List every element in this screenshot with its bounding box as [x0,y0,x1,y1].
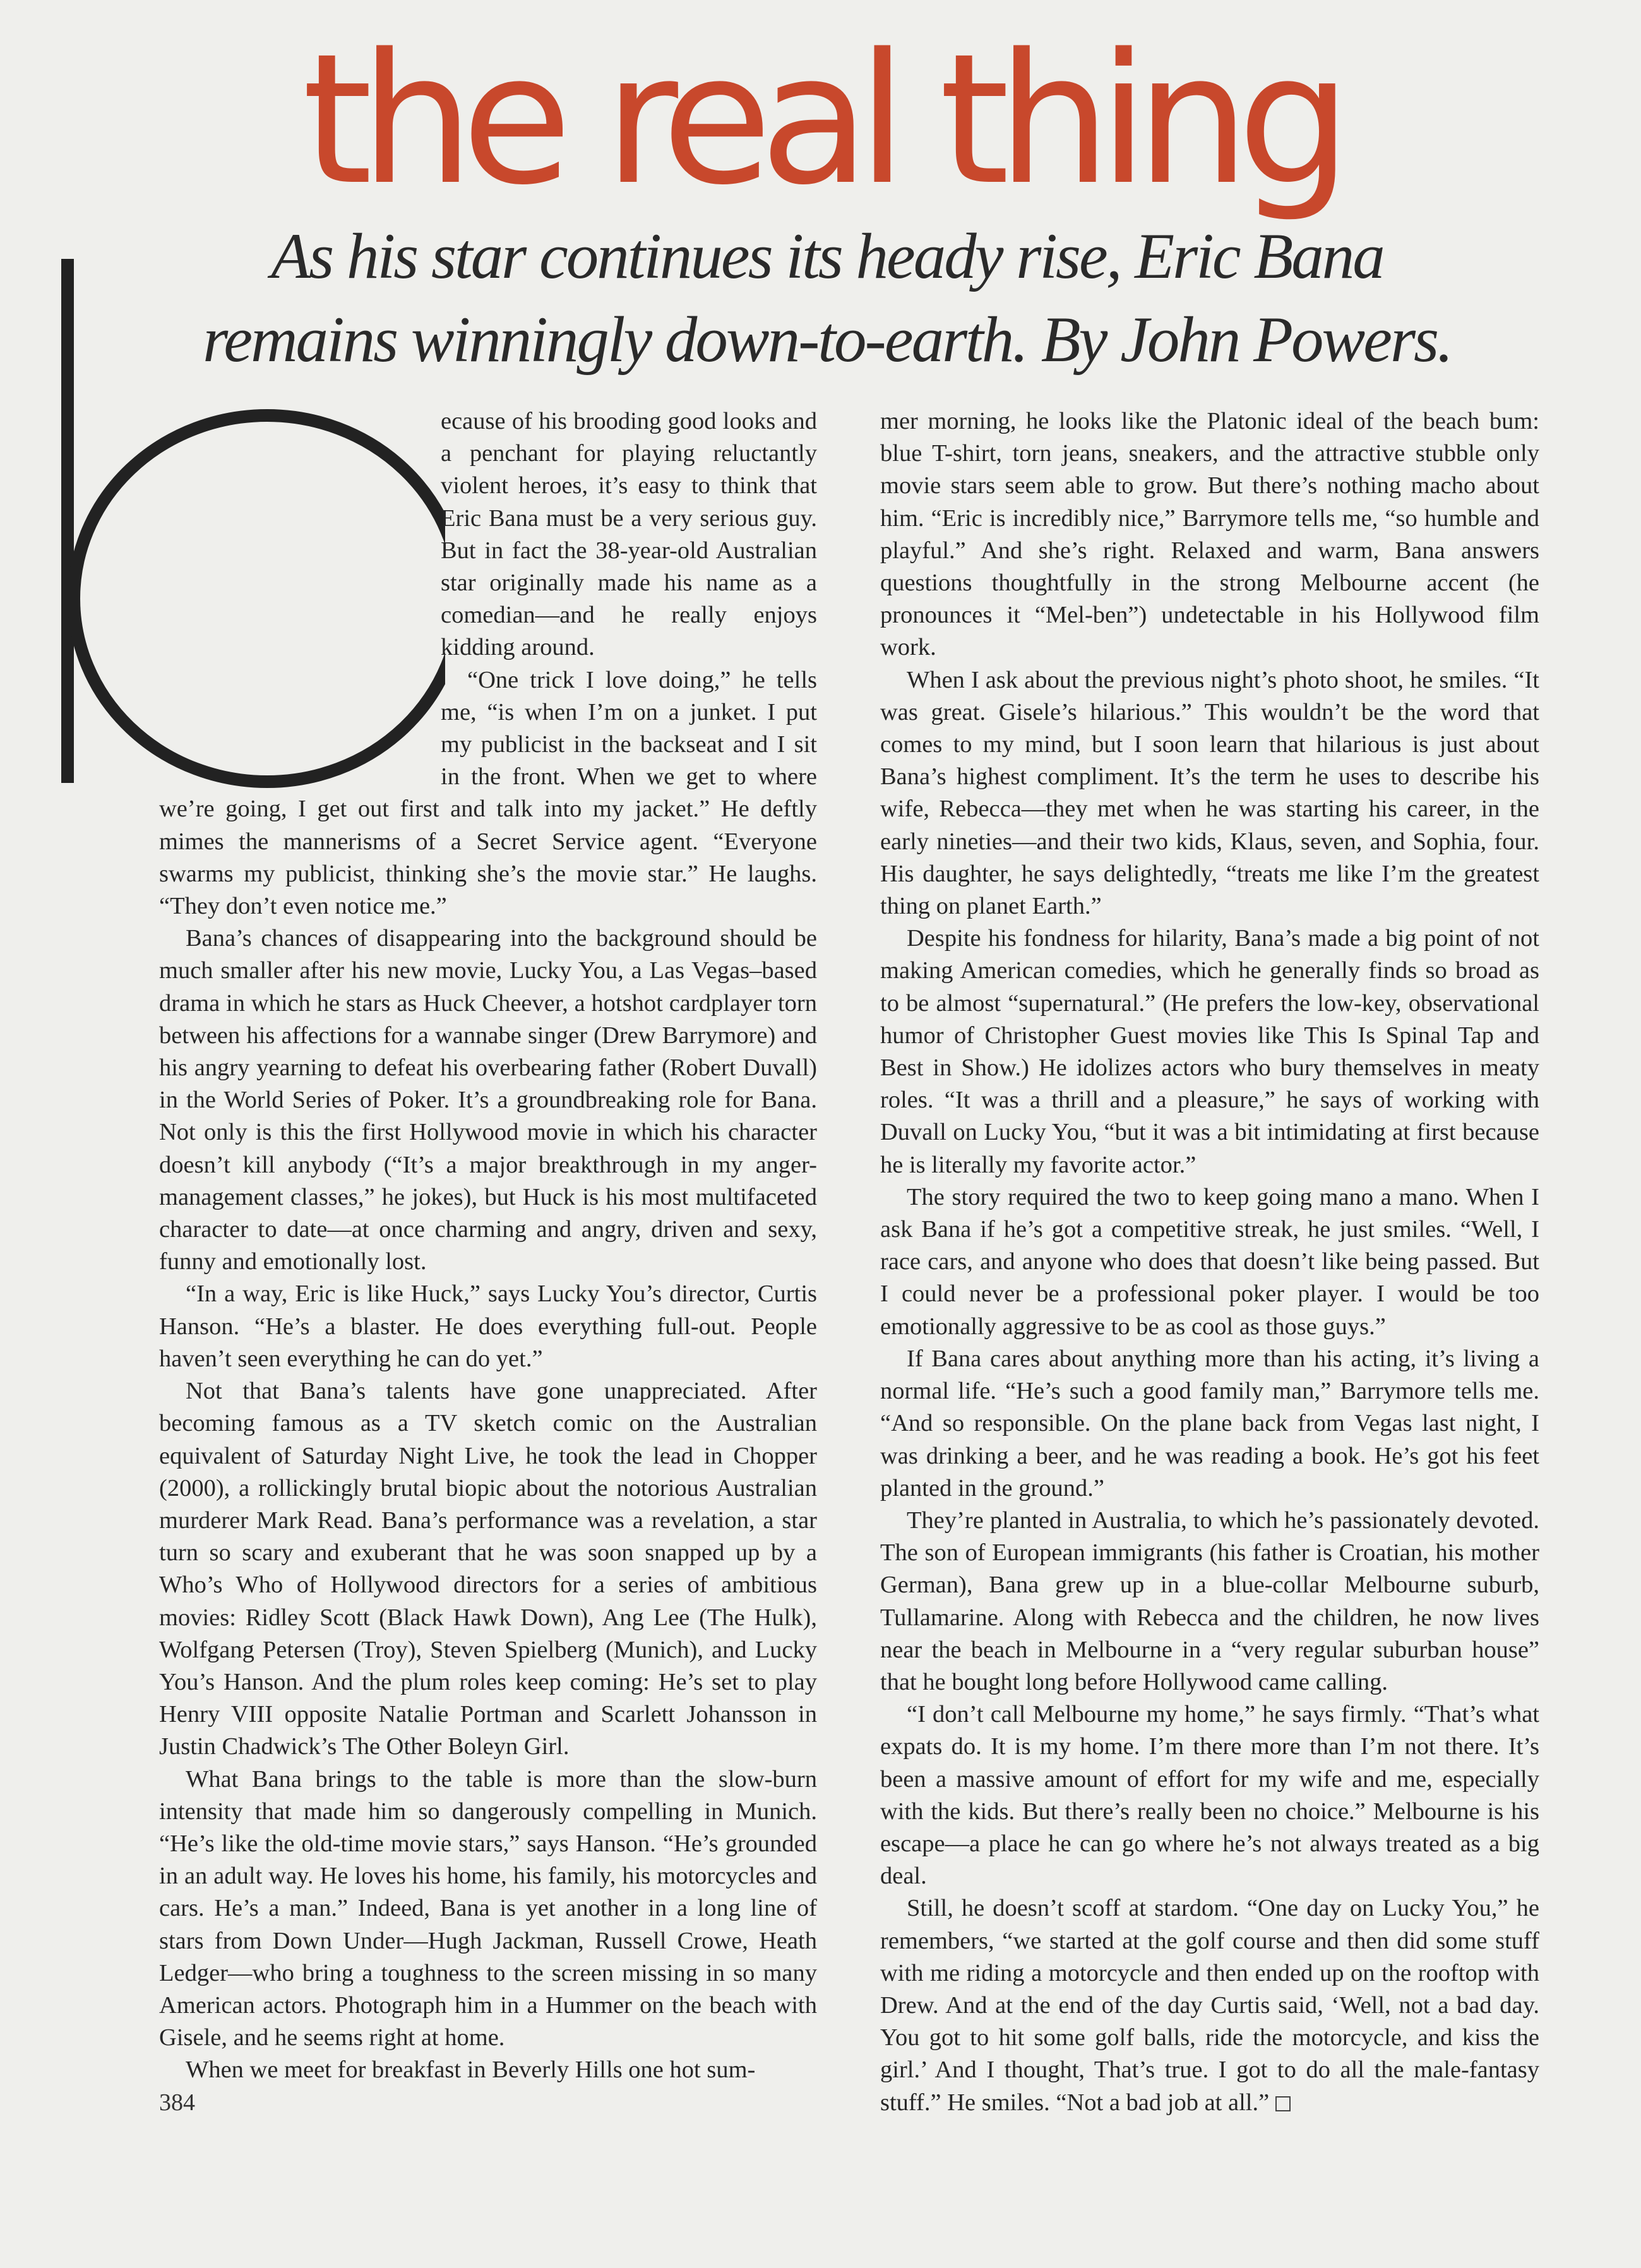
paragraph-last-text: Still, he doesn’t scoff at stardom. “One day on Lucky You,” he remembers, “we started at the golf course and then did some stuff with me riding a motorcycle and then ended up on the rooftop with Drew. And at the end of the day Curtis said, ‘Well, not a bad day. You got to hit some golf balls, ride the motorcycle, and kiss the girl.’ And I thought, That’s true. I got to do all the male-fantasy stuff.” He smiles. “Not a bad job at all.” [880,1895,1539,2116]
paragraph: When I ask about the previous night’s photo shoot, he smiles. “It was great. Gisele’s hilarious.” This wouldn’t be the word that comes to my mind, but I soon learn that hilarious is just about Bana’s highest compliment. It’s the term he uses to describe his wife, Rebecca—they met when he was starting his career, in the early nineties—and their two kids, Klaus, seven, and Sophia, four. His daughter, he says delightedly, “treats me like I’m the greatest thing on planet Earth.” [880,666,1539,920]
article-column-left [159,405,817,2087]
paragraph: ecause of his brooding good looks and a penchant for playing reluctantly violent heroes, it’s easy to think that Eric Bana must be a very serious guy. But in fact the 38-year-old Australian star originally made his name as a comedian—and he really enjoys kidding around. [441,408,817,661]
paragraph: If Bana cares about anything more than his acting, it’s living a normal life. “He’s such a good family man,” Barrymore tells me. “And so responsible. On the plane back from Vegas last night, I was drinking a beer, and he was reading a book. He’s got his feet planted in the ground.” [880,1345,1539,1501]
paragraph: They’re planted in Australia, to which he’s passionately devoted. The son of European immigrants (his father is Croatian, his mother German), Bana grew up in a blue-collar Melbourne suburb, Tullamarine. Along with Rebecca and the children, he now lives near the beach in Melbourne in a “very regular suburban house” that he bought long before Hollywood came calling. [880,1507,1539,1695]
paragraph: Not that Bana’s talents have gone unappreciated. After becoming famous as a TV sketch comic on the Australian equivalent of Saturday Night Live, he took the lead in Chopper (2000), a rollickingly brutal biopic about the notorious Australian murderer Mark Read. Bana’s performance was a revelation, a star turn so scary and exuberant that he was soon snapped up by a Who’s Who of Hollywood directors for a series of ambitious movies: Ridley Scott (Black Hawk Down), Ang Lee (The Hulk), Wolfgang Petersen (Troy), Steven Spielberg (Munich), and Lucky You’s Hanson. And the plum roles keep coming: He’s set to play Henry VIII opposite Natalie Portman and Scarlett Johansson in Justin Chadwick’s The Other Boleyn Girl. [159,1378,817,1760]
paragraph: “In a way, Eric is like Huck,” says Lucky You’s director, Curtis Hanson. “He’s a blaster. He does everything full-out. People haven’t seen everything he can do yet.” [159,1280,817,1372]
paragraph: The story required the two to keep going mano a mano. When I ask Bana if he’s got a competitive streak, he just smiles. “Well, I race cars, and anyone who does that doesn’t like being passed. But I could never be a professional poker player. I would be too emotionally aggressive to be as cool as those guys.” [880,1183,1539,1340]
paragraph-last [880,1892,1539,2118]
drop-cap-stem [61,259,74,783]
end-mark-icon [1275,2096,1291,2111]
deck-line-1: As his star continues its heady rise, Eric Bana [271,220,1383,292]
paragraph: “I don’t call Melbourne my home,” he says firmly. “That’s what expats do. It is my home. I’m there more than I’m not there. It’s been a massive amount of effort for my wife and me, especially with the kids. But there’s really been no choice.” Melbourne is his escape—a place he can go where he’s not always treated as a big deal. [880,1701,1539,1890]
drop-cap-wrap-area [159,405,441,792]
headline: the real thing [302,15,1339,225]
paragraph: “One trick I love doing,” he tells me, “is when I’m on a junket. I put my publicist in the backseat and I sit in the front. When we get to where we’re going, I get out first and talk into my jacket.” He deftly mimes the mannerisms of a Secret Service agent. “Everyone swarms my publicist, thinking she’s the movie star.” He laughs. “They don’t even notice me.” [159,666,817,920]
article-column-right [880,405,1539,2119]
paragraph: Bana’s chances of disappearing into the background should be much smaller after his new movie, Lucky You, a Las Vegas–based drama in which he stars as Huck Cheever, a hotshot cardplayer torn between his affections for a wannabe singer (Drew Barrymore) and his angry yearning to defeat his overbearing father (Robert Duvall) in the World Series of Poker. It’s a groundbreaking role for Bana. Not only is this the first Hollywood movie in which his character doesn’t kill anybody (“It’s a major breakthrough in my anger-management classes,” he jokes), but Huck is his most multifaceted character to date—at once charming and angry, driven and sexy, funny and emotionally lost. [159,925,817,1275]
paragraph: mer morning, he looks like the Platonic ideal of the beach bum: blue T-shirt, torn jeans, sneakers, and the attractive stubble only movie stars seem able to grow. But there’s nothing macho about him. “Eric is incredibly nice,” Barrymore tells me, “so humble and playful.” And she’s right. Relaxed and warm, Bana answers questions thoughtfully in the strong Melbourne accent (he pronounces it “Mel-ben”) undetectable in his Hollywood film work. [880,408,1539,661]
paragraph: What Bana brings to the table is more than the slow-burn intensity that made him so dangerously compelling in Munich. “He’s like the old-time movie stars,” says Hanson. “He’s grounded in an adult way. He loves his home, his family, his motorcycles and cars. He’s a man.” Indeed, Bana is yet another in a long line of stars from Down Under—Hugh Jackman, Russell Crowe, Heath Ledger—who bring a toughness to the screen missing in so many American actors. Photograph him in a Hummer on the beach with Gisele, and he seems right at home. [159,1765,817,2051]
paragraph: Despite his fondness for hilarity, Bana’s made a big point of not making American comedies, which he generally finds so broad as to be almost “supernatural.” (He prefers the low-key, observational humor of Christopher Guest movies like This Is Spinal Tap and Best in Show.) He idolizes actors who bury themselves in meaty roles. “It was a thrill and a pleasure,” he says of working with Duvall on Lucky You, “but it was a bit intimidating at first because he is literally my favorite actor.” [880,925,1539,1178]
deck-line-2: remains winningly down-to-earth. By John Powers. [203,304,1452,376]
page-number: 384 [159,2089,195,2116]
paragraph: When we meet for breakfast in Beverly Hills one hot sum- [186,2056,756,2084]
